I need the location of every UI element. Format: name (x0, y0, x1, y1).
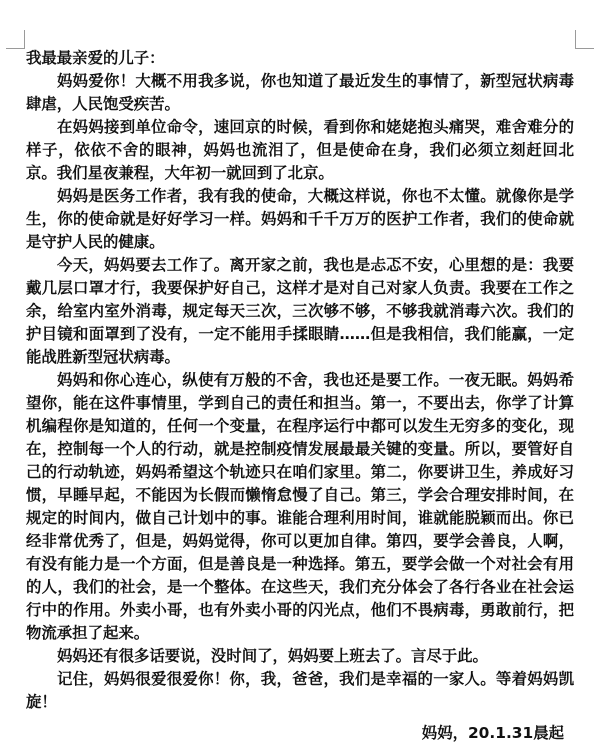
letter-signature: 妈妈，20.1.31晨起 (421, 724, 564, 742)
letter-paragraph: 记住，妈妈很爱很爱你！你，我，爸爸，我们是幸福的一家人。等着妈妈凯旋！ (26, 670, 574, 711)
letter-paragraph: 妈妈是医务工作者，我有我的使命，大概这样说，你也不太懂。就像你是学生，你的使命就是好好学习一样。妈妈和千千万万的医护工作者，我们的使命就是守护人民的健康。 (26, 187, 574, 251)
letter-body (26, 47, 574, 745)
letter-paragraph: 妈妈爱你！大概不用我多说，你也知道了最近发生的事情了，新型冠状病毒肆虐，人民饱受疾苦。 (26, 72, 574, 113)
letter-paragraph: 妈妈和你心连心，纵使有万般的不舍，我也还是要工作。一夜无眠。妈妈希望你，能在这件事情里，学到自己的责任和担当。第一，不要出去，你学了计算机编程你是知道的，任何一个变量，在程序运行中都可以发生无穷多的变化，现在，控制每一个人的行动，就是控制疫情发展最最关键的变量。所以，要管好自己的行动轨迹，妈妈希望这个轨迹只在咱们家里。第二，你要讲卫生，养成好习惯，早睡早起，不能因为长假而懒惰怠慢了自己。第三，学会合理安排时间，在规定的时间内，做自己计划中的事。谁能合理利用时间，谁就能脱颖而出。你已经非常优秀了，但是，妈妈觉得，你可以更加自律。第四，要学会善良，人啊，有没有能力是一个方面，但是善良是一种选择。第五，要学会做一个对社会有用的人，我们的社会，是一个整体。在这些天，我们充分体会了各行各业在社会运行中的作用。外卖小哥，也有外卖小哥的闪光点，他们不畏病毒，勇敢前行，把物流承担了起来。 (26, 371, 574, 642)
letter-greeting: 我最最亲爱的儿子： (26, 49, 165, 67)
page-corner-mark-right (575, 30, 594, 49)
page-corner-mark-left (6, 30, 25, 49)
letter-paragraph: 在妈妈接到单位命令，速回京的时候，看到你和姥姥抱头痛哭，难舍难分的样子，依依不舍的眼神，妈妈也流泪了，但是使命在身，我们必须立刻赶回北京。我们星夜兼程，大年初一就回到了北京。 (26, 118, 574, 182)
letter-paragraph: 妈妈还有很多话要说，没时间了，妈妈要上班去了。言尽于此。 (57, 647, 488, 665)
letter-paragraph: 今天，妈妈要去工作了。离开家之前，我也是忐忑不安，心里想的是：我要戴几层口罩才行，我要保护好自己，这样才是对自己对家人负责。我要在工作之余，给室内室外消毒，规定每天三次，三次够不够，不够我就消毒六次。我们的护目镜和面罩到了没有，一定不能用手揉眼睛……但是我相信，我们能赢，一定能战胜新型冠状病毒。 (26, 256, 574, 366)
